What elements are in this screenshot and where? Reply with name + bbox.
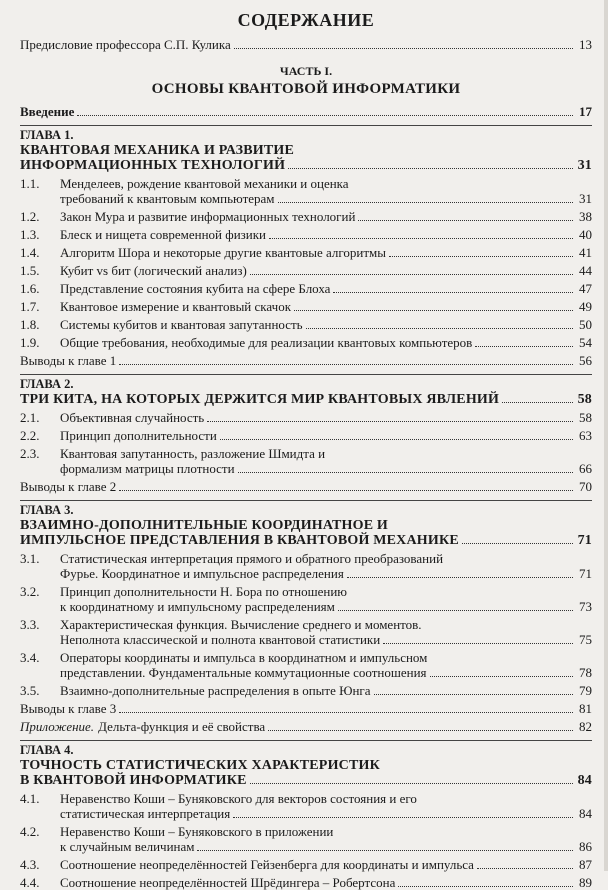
toc-entry-line bbox=[20, 683, 592, 698]
entry-text: Введение bbox=[20, 104, 75, 119]
leader-dots bbox=[374, 694, 573, 695]
leader-dots bbox=[238, 472, 573, 473]
leader-dots bbox=[338, 610, 573, 611]
item-number: 3.4. bbox=[20, 650, 40, 665]
entry-page: 41 bbox=[579, 245, 592, 260]
chapter-title-line: ВЗАИМНО-ДОПОЛНИТЕЛЬНЫЕ КООРДИНАТНОЕ И bbox=[20, 518, 389, 533]
chapter-separator bbox=[20, 500, 592, 501]
chapter-label: ГЛАВА 1. bbox=[20, 128, 74, 142]
leader-dots bbox=[502, 402, 573, 403]
toc-item-line bbox=[20, 791, 592, 806]
item-text: статистическая интерпретация bbox=[60, 806, 231, 821]
item-text: Закон Мура и развитие информационных технологий bbox=[60, 209, 356, 224]
part-title: ОСНОВЫ КВАНТОВОЙ ИНФОРМАТИКИ bbox=[151, 81, 461, 97]
chapter-title-line: КВАНТОВАЯ МЕХАНИКА И РАЗВИТИЕ bbox=[20, 143, 295, 158]
leader-dots bbox=[306, 328, 573, 329]
chapter-title-row bbox=[20, 158, 592, 173]
entry-page: 71 bbox=[577, 533, 592, 548]
entry-page: 84 bbox=[579, 806, 592, 821]
entry-page: 63 bbox=[579, 428, 592, 443]
toc-item bbox=[20, 857, 592, 872]
part-label: ЧАСТЬ I. bbox=[279, 64, 333, 78]
leader-dots bbox=[462, 543, 573, 544]
toc-entry-line bbox=[20, 299, 592, 314]
chapter-title-line: В КВАНТОВОЙ ИНФОРМАТИКЕ bbox=[20, 773, 247, 788]
toc-item-line bbox=[20, 551, 592, 566]
entry-page: 79 bbox=[579, 683, 592, 698]
chapter-title-line: ТОЧНОСТЬ СТАТИСТИЧЕСКИХ ХАРАКТЕРИСТИК bbox=[20, 758, 380, 773]
leader-dots bbox=[294, 310, 573, 311]
entry-page: 73 bbox=[579, 599, 592, 614]
toc-item-line bbox=[20, 446, 592, 461]
toc-entry-line bbox=[20, 461, 592, 476]
toc-item bbox=[20, 617, 592, 647]
item-text: Неравенство Коши – Буняковского для векторов состояния и его bbox=[60, 791, 417, 806]
item-text: Неравенство Коши – Буняковского в приложении bbox=[60, 824, 334, 839]
item-text: Алгоритм Шора и некоторые другие квантовые алгоритмы bbox=[60, 245, 386, 260]
leader-dots bbox=[383, 643, 573, 644]
entry-page: 82 bbox=[579, 719, 592, 734]
toc-item bbox=[20, 317, 592, 332]
entry-page: 75 bbox=[579, 632, 592, 647]
item-text: Квантовая запутанность, разложение Шмидта и bbox=[60, 446, 326, 461]
chapter-label: ГЛАВА 3. bbox=[20, 503, 74, 517]
toc-item bbox=[20, 875, 592, 890]
entry-page: 58 bbox=[577, 392, 592, 407]
entry-page: 17 bbox=[579, 104, 592, 119]
item-text: Принцип дополнительности bbox=[60, 428, 217, 443]
entry-page: 66 bbox=[579, 461, 592, 476]
appendix-text: Дельта-функция и её свойства bbox=[98, 719, 266, 734]
item-text: Операторы координаты и импульса в координатном и импульсном bbox=[60, 650, 428, 665]
chapter-title-line: ТРИ КИТА, НА КОТОРЫХ ДЕРЖИТСЯ МИР КВАНТОВЫХ ЯВЛЕНИЙ bbox=[20, 392, 500, 407]
toc-entry-line bbox=[20, 665, 592, 680]
conclusion-text: Выводы к главе 2 bbox=[20, 479, 117, 494]
chapter-title-line: ИМПУЛЬСНОЕ ПРЕДСТАВЛЕНИЯ В КВАНТОВОЙ МЕХАНИКЕ bbox=[20, 533, 459, 548]
entry-page: 56 bbox=[579, 353, 592, 368]
leader-dots bbox=[207, 421, 573, 422]
item-text: Статистическая интерпретация прямого и обратного преобразований bbox=[60, 551, 444, 566]
toc-item bbox=[20, 335, 592, 350]
item-text: Характеристическая функция. Вычисление среднего и моментов. bbox=[60, 617, 422, 632]
conclusion-text: Выводы к главе 1 bbox=[20, 353, 117, 368]
entry-page: 31 bbox=[577, 158, 592, 173]
entry-page: 84 bbox=[577, 773, 592, 788]
chapter-title-row bbox=[20, 392, 592, 407]
chapter-conclusion bbox=[20, 479, 592, 494]
leader-dots bbox=[475, 346, 573, 347]
leader-dots bbox=[77, 115, 573, 116]
item-text: Объективная случайность bbox=[60, 410, 205, 425]
chapter-separator bbox=[20, 125, 592, 126]
entry-page: 70 bbox=[579, 479, 592, 494]
item-number: 3.2. bbox=[20, 584, 40, 599]
entry-page: 86 bbox=[579, 839, 592, 854]
item-number: 3.3. bbox=[20, 617, 40, 632]
chapter-title-row bbox=[20, 533, 592, 548]
toc-entry-line bbox=[20, 875, 592, 890]
item-number: 2.3. bbox=[20, 446, 40, 461]
entry-page: 71 bbox=[579, 566, 592, 581]
toc-item bbox=[20, 446, 592, 476]
chapter-conclusion bbox=[20, 353, 592, 368]
item-number: 3.1. bbox=[20, 551, 40, 566]
toc-entry-line bbox=[20, 335, 592, 350]
item-number: 1.2. bbox=[20, 209, 40, 224]
toc-item bbox=[20, 650, 592, 680]
chapter-title-line: ИНФОРМАЦИОННЫХ ТЕХНОЛОГИЙ bbox=[20, 158, 286, 173]
entry-page: 78 bbox=[579, 665, 592, 680]
leader-dots bbox=[197, 850, 573, 851]
entry-page: 89 bbox=[579, 875, 592, 890]
toc-entry-line bbox=[20, 428, 592, 443]
entry-page: 58 bbox=[579, 410, 592, 425]
leader-dots bbox=[220, 439, 573, 440]
entry-page: 81 bbox=[579, 701, 592, 716]
item-text: Неполнота классической и полнота квантовой статистики bbox=[60, 632, 381, 647]
item-text: Представление состояния кубита на сфере Блоха bbox=[60, 281, 331, 296]
toc-item-line bbox=[20, 617, 592, 632]
item-number: 1.4. bbox=[20, 245, 40, 260]
toc-item bbox=[20, 683, 592, 698]
entry-page: 54 bbox=[579, 335, 592, 350]
item-number: 4.4. bbox=[20, 875, 40, 890]
leader-dots bbox=[430, 676, 573, 677]
leader-dots bbox=[250, 783, 573, 784]
leader-dots bbox=[119, 490, 573, 491]
entry-page: 50 bbox=[579, 317, 592, 332]
item-text: Принцип дополнительности Н. Бора по отношению bbox=[60, 584, 347, 599]
leader-dots bbox=[333, 292, 573, 293]
item-number: 1.6. bbox=[20, 281, 40, 296]
leader-dots bbox=[119, 712, 573, 713]
leader-dots bbox=[358, 220, 573, 221]
toc-entry-line bbox=[20, 281, 592, 296]
leader-dots bbox=[268, 730, 573, 731]
page-edge-shadow bbox=[604, 0, 608, 871]
entry-page: 31 bbox=[579, 191, 592, 206]
item-number: 4.2. bbox=[20, 824, 40, 839]
toc-item bbox=[20, 227, 592, 242]
toc-item bbox=[20, 299, 592, 314]
entry-page: 38 bbox=[579, 209, 592, 224]
leader-dots bbox=[477, 868, 573, 869]
toc-item bbox=[20, 410, 592, 425]
toc-item-line bbox=[20, 584, 592, 599]
toc-item bbox=[20, 824, 592, 854]
leader-dots bbox=[398, 886, 573, 887]
item-text: представлении. Фундаментальные коммутационные соотношения bbox=[60, 665, 427, 680]
toc-entry-line bbox=[20, 245, 592, 260]
item-text: Системы кубитов и квантовая запутанность bbox=[60, 317, 303, 332]
item-text: Фурье. Координатное и импульсное распределения bbox=[60, 566, 344, 581]
item-number: 1.1. bbox=[20, 176, 40, 191]
toc-item bbox=[20, 551, 592, 581]
leader-dots bbox=[288, 168, 573, 169]
leader-dots bbox=[234, 48, 573, 49]
item-text: Соотношение неопределённостей Шрёдингера – Робертсона bbox=[60, 875, 396, 890]
chapter-appendix bbox=[20, 719, 592, 734]
item-text: Соотношение неопределённостей Гейзенберга для координаты и импульса bbox=[60, 857, 474, 872]
item-text: Взаимно-дополнительные распределения в опыте Юнга bbox=[60, 683, 371, 698]
toc-entry-line bbox=[20, 839, 592, 854]
toc-item bbox=[20, 281, 592, 296]
item-number: 1.9. bbox=[20, 335, 40, 350]
item-text: Блеск и нищета современной физики bbox=[60, 227, 267, 242]
leader-dots bbox=[233, 817, 573, 818]
leader-dots bbox=[389, 256, 573, 257]
item-number: 2.2. bbox=[20, 428, 40, 443]
conclusion-text: Выводы к главе 3 bbox=[20, 701, 117, 716]
entry-page: 49 bbox=[579, 299, 592, 314]
chapter-label: ГЛАВА 4. bbox=[20, 743, 74, 757]
chapter-title-row bbox=[20, 773, 592, 788]
item-number: 1.7. bbox=[20, 299, 40, 314]
entry-page: 47 bbox=[579, 281, 592, 296]
leader-dots bbox=[119, 364, 573, 365]
entry-page: 44 bbox=[579, 263, 592, 278]
item-number: 4.3. bbox=[20, 857, 40, 872]
entry-text: Предисловие профессора С.П. Кулика bbox=[20, 37, 231, 52]
item-text: требований к квантовым компьютерам bbox=[60, 191, 275, 206]
item-number: 4.1. bbox=[20, 791, 40, 806]
toc-item-line bbox=[20, 650, 592, 665]
toc-entry-line bbox=[20, 227, 592, 242]
entry-page: 87 bbox=[579, 857, 592, 872]
toc-entry-line bbox=[20, 317, 592, 332]
toc-entry-line bbox=[20, 191, 592, 206]
toc-entry-line bbox=[20, 410, 592, 425]
chapter-separator bbox=[20, 374, 592, 375]
toc-item bbox=[20, 791, 592, 821]
item-text: к случайным величинам bbox=[60, 839, 195, 854]
toc-entry-line bbox=[20, 599, 592, 614]
item-text: формализм матрицы плотности bbox=[60, 461, 235, 476]
toc-page bbox=[20, 10, 592, 890]
toc-entry-line bbox=[20, 209, 592, 224]
chapter-label: ГЛАВА 2. bbox=[20, 377, 74, 391]
toc-entry-intro bbox=[20, 104, 592, 119]
toc-entry-preface bbox=[20, 37, 592, 52]
toc-item bbox=[20, 428, 592, 443]
toc-entry-line bbox=[20, 857, 592, 872]
toc-entry-line bbox=[20, 263, 592, 278]
toc-item bbox=[20, 209, 592, 224]
toc-entry-line bbox=[20, 632, 592, 647]
chapter-list bbox=[20, 125, 592, 890]
leader-dots bbox=[278, 202, 573, 203]
item-text: Общие требования, необходимые для реализации квантовых компьютеров bbox=[60, 335, 473, 350]
leader-dots bbox=[250, 274, 573, 275]
leader-dots bbox=[347, 577, 573, 578]
appendix-label: Приложение. bbox=[20, 719, 95, 734]
toc-entry-line bbox=[20, 806, 592, 821]
page-title: СОДЕРЖАНИЕ bbox=[237, 10, 375, 30]
item-text: Квантовое измерение и квантовый скачок bbox=[60, 299, 292, 314]
entry-page: 40 bbox=[579, 227, 592, 242]
entry-page: 13 bbox=[579, 37, 592, 52]
toc-item bbox=[20, 263, 592, 278]
toc-item-line bbox=[20, 824, 592, 839]
item-number: 3.5. bbox=[20, 683, 40, 698]
toc-item-line bbox=[20, 176, 592, 191]
chapter-conclusion bbox=[20, 701, 592, 716]
item-text: Кубит vs бит (логический анализ) bbox=[60, 263, 247, 278]
item-number: 1.3. bbox=[20, 227, 40, 242]
item-number: 2.1. bbox=[20, 410, 40, 425]
leader-dots bbox=[269, 238, 573, 239]
item-number: 1.8. bbox=[20, 317, 40, 332]
item-text: к координатному и импульсному распределениям bbox=[60, 599, 335, 614]
item-text: Менделеев, рождение квантовой механики и оценка bbox=[60, 176, 349, 191]
toc-entry-line bbox=[20, 566, 592, 581]
toc-item bbox=[20, 584, 592, 614]
toc-item bbox=[20, 245, 592, 260]
item-number: 1.5. bbox=[20, 263, 40, 278]
toc-item bbox=[20, 176, 592, 206]
chapter-separator bbox=[20, 740, 592, 741]
